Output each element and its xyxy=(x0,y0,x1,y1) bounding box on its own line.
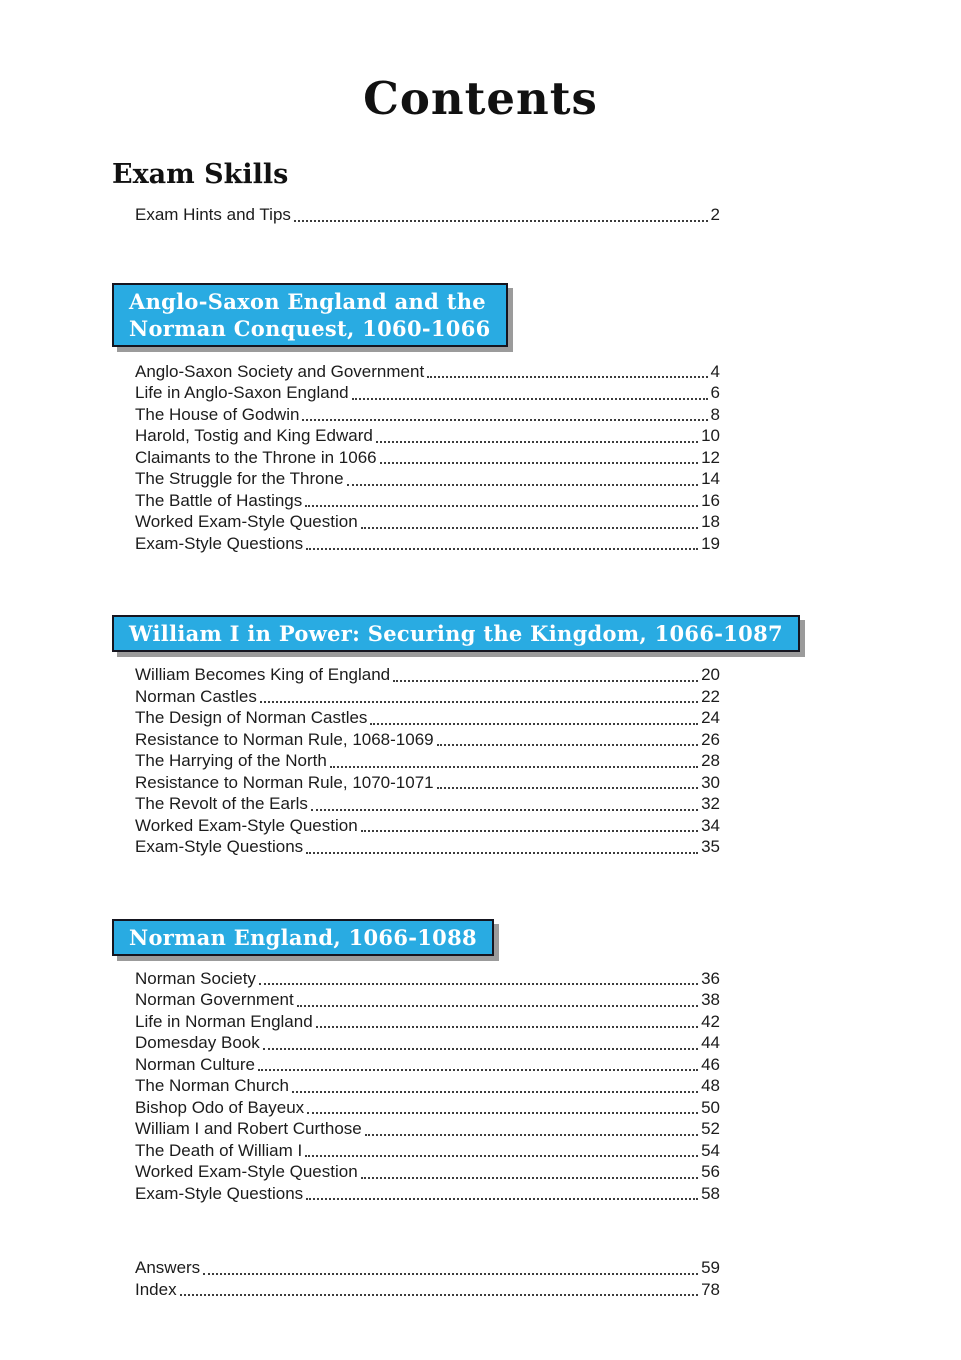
toc-entry-label: The Revolt of the Earls xyxy=(135,794,308,813)
toc-entry xyxy=(135,361,720,383)
toc-entry-label: Worked Exam-Style Question xyxy=(135,1162,358,1181)
toc-entry-label: Norman Society xyxy=(135,968,256,988)
dot-leader xyxy=(370,723,698,725)
dot-leader xyxy=(306,1198,698,1200)
toc-entry-label: The Harrying of the North xyxy=(135,751,327,770)
toc-entry xyxy=(135,511,720,533)
dot-leader xyxy=(311,809,698,811)
toc-entry-label: Worked Exam-Style Question xyxy=(135,512,358,531)
dot-leader xyxy=(393,680,698,682)
dot-leader xyxy=(427,376,707,378)
dot-leader xyxy=(330,766,698,768)
toc-entry-label: The Norman Church xyxy=(135,1076,290,1095)
sections-container xyxy=(112,283,783,1205)
toc-entry-label: The Struggle for the Throne xyxy=(135,469,344,488)
toc-entry-page-number: 16 xyxy=(701,490,720,510)
dot-leader xyxy=(361,1177,698,1179)
dot-leader xyxy=(302,419,707,421)
dot-leader xyxy=(294,220,708,222)
exam-skills-section xyxy=(112,160,720,226)
section-entries xyxy=(135,664,720,858)
toc-entry-label: The Death of William I xyxy=(135,1140,303,1160)
section-heading-line: William I in Power: Securing the Kingdom, 1066-1087 xyxy=(129,621,783,646)
dot-leader xyxy=(376,441,698,443)
toc-entry xyxy=(135,1097,720,1119)
toc-entry-label: Claimants to the Throne in 1066 xyxy=(135,447,377,467)
toc-entry-label: Resistance to Norman Rule, 1068-1069 xyxy=(135,729,434,749)
toc-entry xyxy=(135,404,720,426)
toc-entry xyxy=(135,468,720,490)
toc-section xyxy=(112,919,720,1205)
toc-entry-page-number: 54 xyxy=(701,1140,720,1160)
toc-entry-label: Norman Castles xyxy=(135,686,257,706)
toc-entry xyxy=(135,204,720,226)
toc-entry-page-number: 26 xyxy=(701,729,720,749)
toc-entry-label: Exam-Style Questions xyxy=(135,1183,304,1203)
toc-entry xyxy=(135,490,720,512)
exam-skills-entries xyxy=(135,204,720,226)
toc-entry-page-number: 28 xyxy=(701,751,720,770)
toc-entry-page-number: 38 xyxy=(701,990,720,1009)
toc-entry-label: The Design of Norman Castles xyxy=(135,708,368,727)
page-title: Contents xyxy=(363,72,598,125)
toc-entry-page-number: 52 xyxy=(701,1119,720,1138)
section-heading-line: Norman Conquest, 1060-1066 xyxy=(129,315,491,341)
toc-entry-label: Exam-Style Questions xyxy=(135,837,304,856)
contents-column xyxy=(112,159,783,1300)
dot-leader xyxy=(437,744,698,746)
toc-entry xyxy=(135,750,720,772)
toc-entry xyxy=(135,1257,720,1279)
toc-entry-label: Exam Hints and Tips xyxy=(135,205,291,224)
toc-entry-label: Harold, Tostig and King Edward xyxy=(135,426,373,445)
toc-entry-page-number: 6 xyxy=(710,383,720,402)
toc-entry xyxy=(135,533,720,555)
dot-leader xyxy=(365,1134,698,1136)
section-heading-box xyxy=(112,919,494,956)
toc-entry-page-number: 20 xyxy=(701,665,720,684)
toc-entry-page-number: 12 xyxy=(701,447,720,467)
toc-entry-page-number: 10 xyxy=(701,426,720,445)
dot-leader xyxy=(260,701,698,703)
toc-entry xyxy=(135,1054,720,1076)
dot-leader xyxy=(305,505,698,507)
toc-entry-page-number: 58 xyxy=(701,1183,720,1203)
dot-leader xyxy=(297,1005,698,1007)
toc-entry-label: Norman Culture xyxy=(135,1054,255,1074)
toc-entry-label: Anglo-Saxon Society and Government xyxy=(135,361,425,381)
toc-entry xyxy=(135,772,720,794)
dot-leader xyxy=(361,830,698,832)
dot-leader xyxy=(263,1048,698,1050)
dot-leader xyxy=(307,1112,698,1114)
toc-entry xyxy=(135,1161,720,1183)
dot-leader xyxy=(352,398,708,400)
toc-entry-page-number: 34 xyxy=(701,815,720,835)
dot-leader xyxy=(361,527,698,529)
toc-entry xyxy=(135,664,720,686)
toc-entry xyxy=(135,1011,720,1033)
toc-entry xyxy=(135,686,720,708)
toc-entry-page-number: 4 xyxy=(710,361,720,381)
toc-section xyxy=(112,615,783,858)
toc-entry-page-number: 59 xyxy=(701,1258,720,1277)
toc-entry-label: Domesday Book xyxy=(135,1033,260,1052)
section-heading-line: Anglo-Saxon England and the xyxy=(129,288,486,314)
toc-entry-page-number: 24 xyxy=(701,708,720,727)
dot-leader xyxy=(180,1294,698,1296)
toc-entry-label: Index xyxy=(135,1279,177,1299)
toc-entry-page-number: 19 xyxy=(701,533,720,553)
dot-leader xyxy=(316,1026,698,1028)
dot-leader xyxy=(306,548,698,550)
toc-entry-page-number: 35 xyxy=(701,837,720,856)
section-heading-line: Norman England, 1066-1088 xyxy=(129,924,477,950)
toc-entry-label: The Battle of Hastings xyxy=(135,490,303,510)
toc-entry xyxy=(135,989,720,1011)
toc-entry-page-number: 2 xyxy=(710,205,720,224)
toc-entry xyxy=(135,447,720,469)
toc-entry-label: The House of Godwin xyxy=(135,404,300,424)
exam-skills-heading: Exam Skills xyxy=(112,159,289,190)
toc-entry-page-number: 50 xyxy=(701,1097,720,1117)
toc-entry-page-number: 48 xyxy=(701,1076,720,1095)
dot-leader xyxy=(347,484,699,486)
toc-entry-label: Resistance to Norman Rule, 1070-1071 xyxy=(135,772,434,792)
dot-leader xyxy=(305,1155,698,1157)
toc-entry xyxy=(135,1279,720,1301)
dot-leader xyxy=(203,1273,698,1275)
toc-entry-label: Life in Anglo-Saxon England xyxy=(135,383,349,402)
toc-entry-label: William Becomes King of England xyxy=(135,665,391,684)
toc-entry xyxy=(135,425,720,447)
toc-entry-page-number: 32 xyxy=(701,794,720,813)
section-heading-box xyxy=(112,283,508,347)
toc-entry-label: Answers xyxy=(135,1258,201,1277)
dot-leader xyxy=(437,787,698,789)
toc-entry xyxy=(135,1118,720,1140)
toc-entry-label: Bishop Odo of Bayeux xyxy=(135,1097,305,1117)
toc-entry-page-number: 8 xyxy=(710,404,720,424)
toc-entry xyxy=(135,1075,720,1097)
toc-entry-page-number: 56 xyxy=(701,1162,720,1181)
toc-entry-page-number: 42 xyxy=(701,1011,720,1031)
toc-entry xyxy=(135,815,720,837)
dot-leader xyxy=(292,1091,698,1093)
toc-entry xyxy=(135,382,720,404)
toc-entry-label: Exam-Style Questions xyxy=(135,533,304,553)
toc-entry xyxy=(135,968,720,990)
toc-entry xyxy=(135,707,720,729)
dot-leader xyxy=(259,983,698,985)
footer-entries xyxy=(135,1257,720,1300)
section-heading-box xyxy=(112,615,800,652)
dot-leader xyxy=(258,1069,698,1071)
toc-entry-page-number: 78 xyxy=(701,1279,720,1299)
section-entries xyxy=(135,968,720,1205)
toc-entry xyxy=(135,729,720,751)
section-entries xyxy=(135,361,720,555)
toc-entry-page-number: 36 xyxy=(701,968,720,988)
toc-entry-page-number: 18 xyxy=(701,512,720,531)
toc-entry xyxy=(135,793,720,815)
toc-entry-label: Life in Norman England xyxy=(135,1011,313,1031)
toc-entry xyxy=(135,1032,720,1054)
toc-entry-page-number: 14 xyxy=(701,469,720,488)
toc-entry-label: Worked Exam-Style Question xyxy=(135,815,358,835)
toc-entry xyxy=(135,836,720,858)
toc-section xyxy=(112,283,720,555)
dot-leader xyxy=(380,462,698,464)
toc-entry-page-number: 30 xyxy=(701,772,720,792)
toc-entry-page-number: 22 xyxy=(701,686,720,706)
toc-entry-page-number: 44 xyxy=(701,1033,720,1052)
toc-entry-label: William I and Robert Curthose xyxy=(135,1119,362,1138)
toc-entry-label: Norman Government xyxy=(135,990,294,1009)
toc-entry xyxy=(135,1183,720,1205)
dot-leader xyxy=(306,852,698,854)
toc-entry-page-number: 46 xyxy=(701,1054,720,1074)
toc-entry xyxy=(135,1140,720,1162)
